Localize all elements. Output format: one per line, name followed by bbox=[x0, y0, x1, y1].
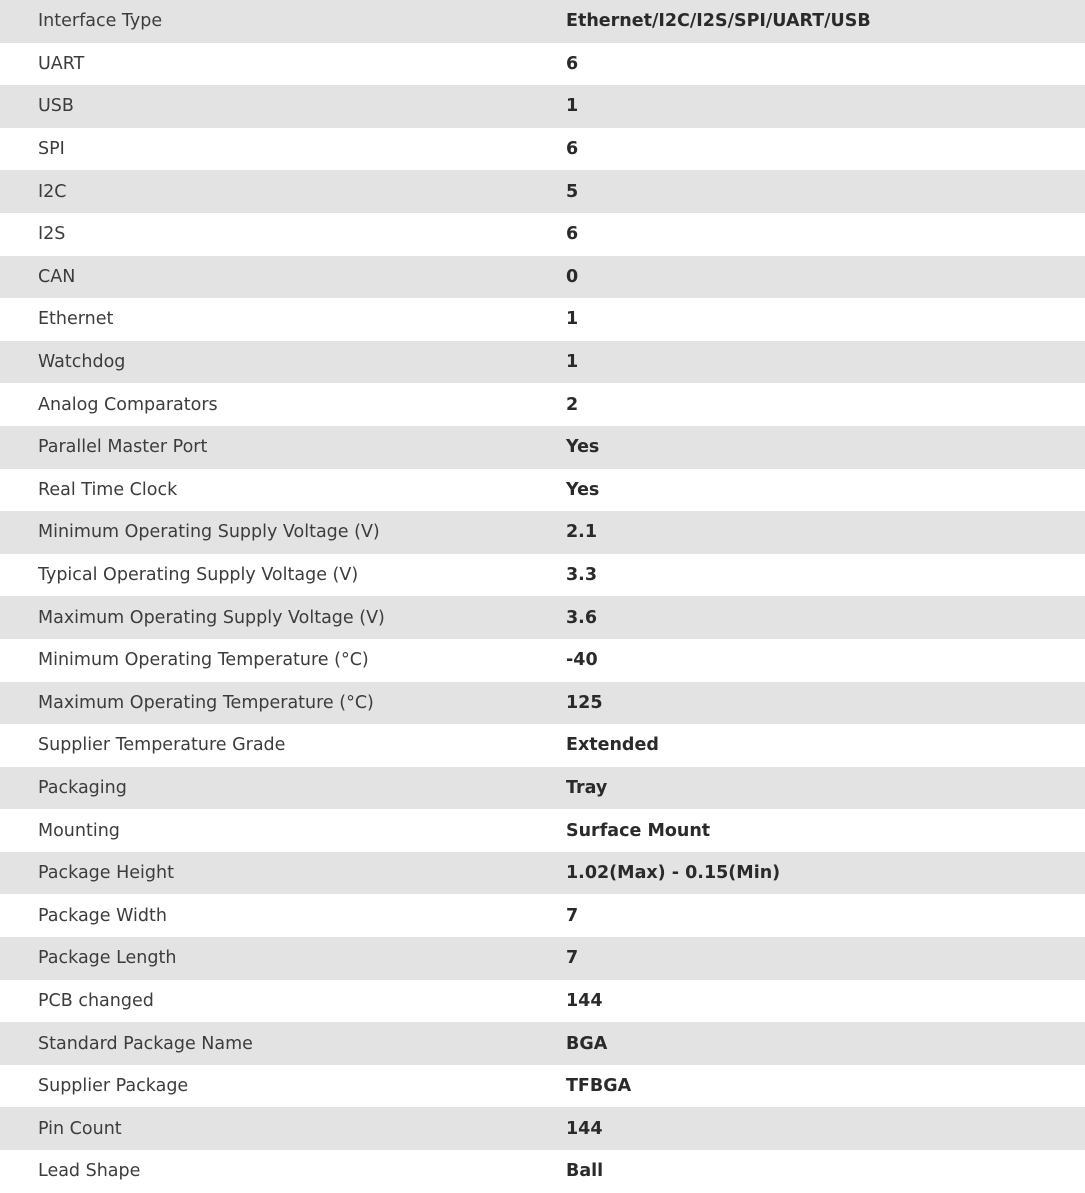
table-row bbox=[0, 256, 1085, 299]
spec-value: Ball bbox=[566, 1161, 604, 1182]
spec-label: Package Width bbox=[38, 905, 167, 926]
spec-label: SPI bbox=[38, 139, 65, 160]
table-row bbox=[0, 937, 1085, 980]
table-row bbox=[0, 980, 1085, 1023]
spec-value: Tray bbox=[566, 777, 608, 798]
table-row bbox=[0, 682, 1085, 725]
table-row bbox=[0, 1065, 1085, 1108]
table-row bbox=[0, 554, 1085, 597]
spec-value: 3.3 bbox=[566, 565, 598, 586]
spec-label: Watchdog bbox=[38, 352, 126, 373]
spec-label: UART bbox=[38, 53, 85, 74]
spec-value: 144 bbox=[566, 1118, 603, 1139]
spec-value: 3.6 bbox=[566, 607, 598, 628]
table-row bbox=[0, 170, 1085, 213]
spec-label: Standard Package Name bbox=[38, 1033, 253, 1054]
table-row bbox=[0, 511, 1085, 554]
spec-label: Analog Comparators bbox=[38, 394, 218, 415]
spec-label: Maximum Operating Supply Voltage (V) bbox=[38, 607, 385, 628]
spec-label: Real Time Clock bbox=[38, 479, 178, 500]
table-row bbox=[0, 298, 1085, 341]
spec-value: 1 bbox=[566, 352, 579, 373]
spec-label: Minimum Operating Temperature (°C) bbox=[38, 650, 369, 671]
table-row bbox=[0, 767, 1085, 810]
table-row bbox=[0, 43, 1085, 86]
table-row bbox=[0, 894, 1085, 937]
spec-label: I2S bbox=[38, 224, 66, 245]
spec-label: Package Height bbox=[38, 863, 174, 884]
spec-value: Extended bbox=[566, 735, 659, 756]
spec-value: 6 bbox=[566, 139, 579, 160]
spec-label: CAN bbox=[38, 266, 76, 287]
spec-value: 2 bbox=[566, 394, 579, 415]
spec-value: 1 bbox=[566, 309, 579, 330]
table-row bbox=[0, 809, 1085, 852]
spec-value: BGA bbox=[566, 1033, 608, 1054]
spec-value: Yes bbox=[566, 479, 600, 500]
spec-value: 7 bbox=[566, 905, 579, 926]
spec-label: Package Length bbox=[38, 948, 177, 969]
table-row bbox=[0, 426, 1085, 469]
spec-label: Pin Count bbox=[38, 1118, 122, 1139]
spec-value: 1.02(Max) - 0.15(Min) bbox=[566, 863, 781, 884]
spec-label: Minimum Operating Supply Voltage (V) bbox=[38, 522, 380, 543]
spec-label: Packaging bbox=[38, 777, 127, 798]
spec-label: Parallel Master Port bbox=[38, 437, 208, 458]
spec-value: Yes bbox=[566, 437, 600, 458]
spec-label: Interface Type bbox=[38, 11, 163, 32]
spec-label: Typical Operating Supply Voltage (V) bbox=[38, 565, 359, 586]
table-row bbox=[0, 341, 1085, 384]
table-row bbox=[0, 639, 1085, 682]
table-row bbox=[0, 128, 1085, 171]
spec-label: Supplier Package bbox=[38, 1076, 189, 1097]
spec-label: Ethernet bbox=[38, 309, 114, 330]
table-row bbox=[0, 852, 1085, 895]
spec-value: Ethernet/I2C/I2S/SPI/UART/USB bbox=[566, 11, 871, 32]
spec-label: I2C bbox=[38, 181, 67, 202]
spec-value: 6 bbox=[566, 224, 579, 245]
table-row bbox=[0, 1022, 1085, 1065]
table-row bbox=[0, 0, 1085, 43]
table-row bbox=[0, 85, 1085, 128]
spec-label: PCB changed bbox=[38, 990, 154, 1011]
spec-value: 5 bbox=[566, 181, 579, 202]
table-row bbox=[0, 1107, 1085, 1150]
spec-value: 125 bbox=[566, 692, 603, 713]
spec-value: 7 bbox=[566, 948, 579, 969]
table-row bbox=[0, 383, 1085, 426]
spec-value: 0 bbox=[566, 266, 579, 287]
spec-label: Supplier Temperature Grade bbox=[38, 735, 286, 756]
table-row bbox=[0, 1150, 1085, 1193]
spec-label: USB bbox=[38, 96, 74, 117]
spec-value: 1 bbox=[566, 96, 579, 117]
table-row bbox=[0, 724, 1085, 767]
spec-value: 2.1 bbox=[566, 522, 598, 543]
spec-value: Surface Mount bbox=[566, 820, 711, 841]
spec-label: Mounting bbox=[38, 820, 120, 841]
spec-value: -40 bbox=[566, 650, 598, 671]
table-row bbox=[0, 596, 1085, 639]
table-row bbox=[0, 213, 1085, 256]
table-row bbox=[0, 469, 1085, 512]
spec-label: Maximum Operating Temperature (°C) bbox=[38, 692, 374, 713]
spec-label: Lead Shape bbox=[38, 1161, 141, 1182]
spec-value: 6 bbox=[566, 53, 579, 74]
spec-value: 144 bbox=[566, 990, 603, 1011]
spec-value: TFBGA bbox=[566, 1076, 632, 1097]
